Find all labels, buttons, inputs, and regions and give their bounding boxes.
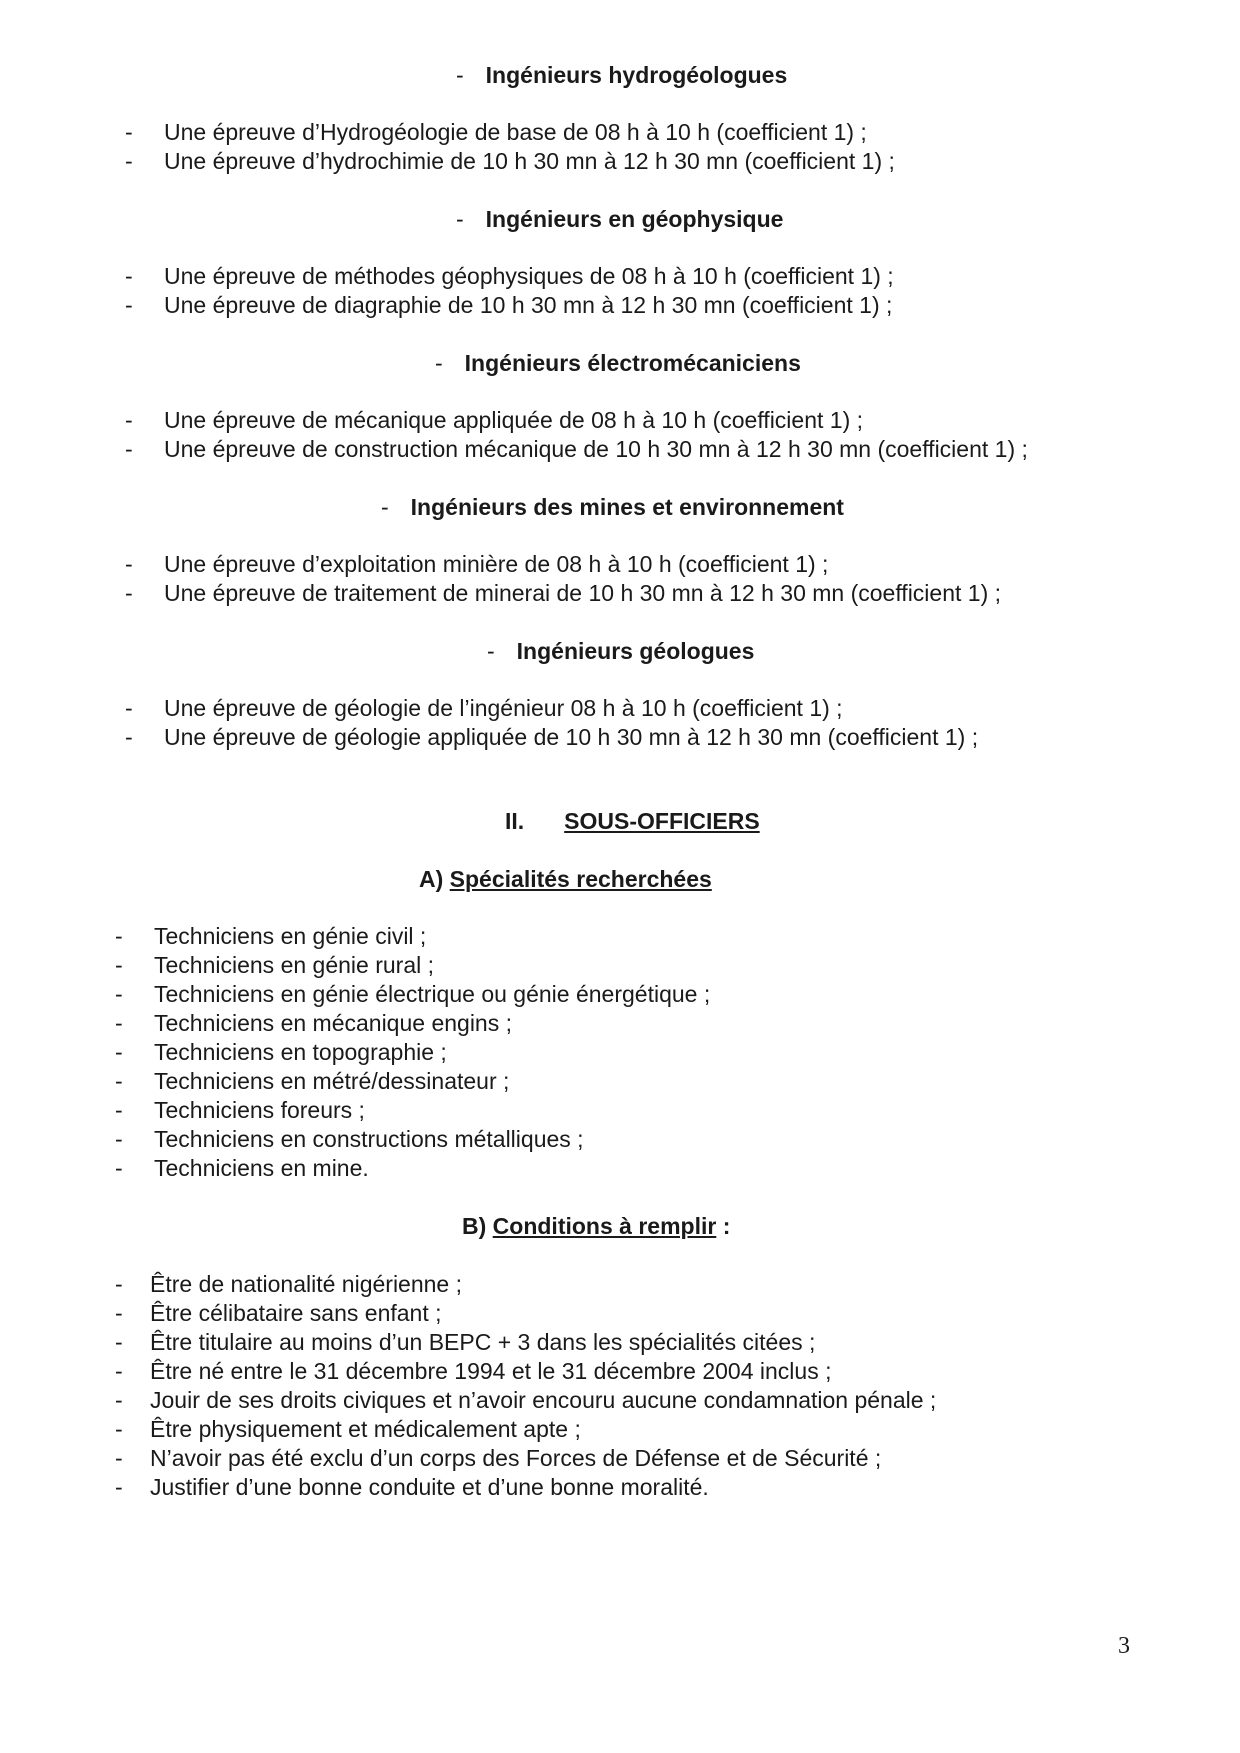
exam-list-hydrogeologues [125,118,895,176]
list-item: - Être né entre le 31 décembre 1994 et le 31 décembre 2004 inclus ; [115,1357,936,1386]
conditions-list [115,1270,936,1502]
list-item: - Techniciens foreurs ; [115,1096,710,1125]
exam-item: - Une épreuve d’Hydrogéologie de base de 08 h à 10 h (coefficient 1) ; [125,118,895,147]
list-item: - N’avoir pas été exclu d’un corps des Forces de Défense et de Sécurité ; [115,1444,936,1473]
heading-dash: - [456,62,464,88]
list-item: - Techniciens en génie électrique ou génie énergétique ; [115,980,710,1009]
exam-item: - Une épreuve de méthodes géophysiques de 08 h à 10 h (coefficient 1) ; [125,262,894,291]
list-item: - Être titulaire au moins d’un BEPC + 3 dans les spécialités citées ; [115,1328,936,1357]
heading-geophysique [456,206,783,233]
list-item: - Techniciens en métré/dessinateur ; [115,1067,710,1096]
list-item: - Justifier d’une bonne conduite et d’une bonne moralité. [115,1473,936,1502]
heading-text: Ingénieurs en géophysique [485,206,784,232]
exam-item: - Une épreuve de géologie appliquée de 10 h 30 mn à 12 h 30 mn (coefficient 1) ; [125,723,978,752]
heading-text: Ingénieurs hydrogéologues [485,62,788,88]
heading-electromecaniciens [435,350,801,377]
list-item: - Être physiquement et médicalement apte ; [115,1415,936,1444]
heading-text: Ingénieurs géologues [516,638,755,664]
heading-dash: - [487,638,495,664]
section-number: II. [505,808,525,834]
exam-item: - Une épreuve d’hydrochimie de 10 h 30 mn à 12 h 30 mn (coefficient 1) ; [125,147,895,176]
list-item: - Techniciens en génie rural ; [115,951,710,980]
subtitle-conditions [462,1213,730,1240]
list-item: - Être de nationalité nigérienne ; [115,1270,936,1299]
exam-item: - Une épreuve de géologie de l’ingénieur 08 h à 10 h (coefficient 1) ; [125,694,978,723]
subtitle-suffix: : [716,1213,731,1239]
exam-item: - Une épreuve de construction mécanique de 10 h 30 mn à 12 h 30 mn (coefficient 1) ; [125,435,1028,464]
exam-item: - Une épreuve de traitement de minerai de 10 h 30 mn à 12 h 30 mn (coefficient 1) ; [125,579,1001,608]
heading-text: Ingénieurs des mines et environnement [410,494,844,520]
exam-list-geophysique [125,262,894,320]
heading-dash: - [456,206,464,232]
subtitle-prefix: B) [462,1213,487,1239]
list-item: - Être célibataire sans enfant ; [115,1299,936,1328]
subtitle-text: Conditions à remplir [492,1213,717,1239]
list-item: - Techniciens en mine. [115,1154,710,1183]
heading-text: Ingénieurs électromécaniciens [464,350,801,376]
heading-dash: - [381,494,389,520]
specialites-list [115,922,710,1183]
list-item: - Techniciens en constructions métalliques ; [115,1125,710,1154]
heading-hydrogeologues [456,62,787,89]
subtitle-text: Spécialités recherchées [449,866,712,892]
exam-list-electromecaniciens [125,406,1028,464]
subtitle-specialites [419,866,712,893]
exam-item: - Une épreuve de mécanique appliquée de 08 h à 10 h (coefficient 1) ; [125,406,1028,435]
exam-list-mines-environnement [125,550,1001,608]
heading-mines-environnement [381,494,844,521]
list-item: - Techniciens en topographie ; [115,1038,710,1067]
exam-item: - Une épreuve de diagraphie de 10 h 30 mn à 12 h 30 mn (coefficient 1) ; [125,291,894,320]
list-item: - Jouir de ses droits civiques et n’avoir encouru aucune condamnation pénale ; [115,1386,936,1415]
heading-dash: - [435,350,443,376]
heading-geologues [487,638,754,665]
page-number: 3 [1118,1633,1130,1659]
section-title-sous-officiers [505,808,760,835]
subtitle-prefix: A) [419,866,444,892]
exam-list-geologues [125,694,978,752]
list-item: - Techniciens en mécanique engins ; [115,1009,710,1038]
list-item: - Techniciens en génie civil ; [115,922,710,951]
exam-item: - Une épreuve d’exploitation minière de 08 h à 10 h (coefficient 1) ; [125,550,1001,579]
section-title-text: SOUS-OFFICIERS [564,808,760,834]
